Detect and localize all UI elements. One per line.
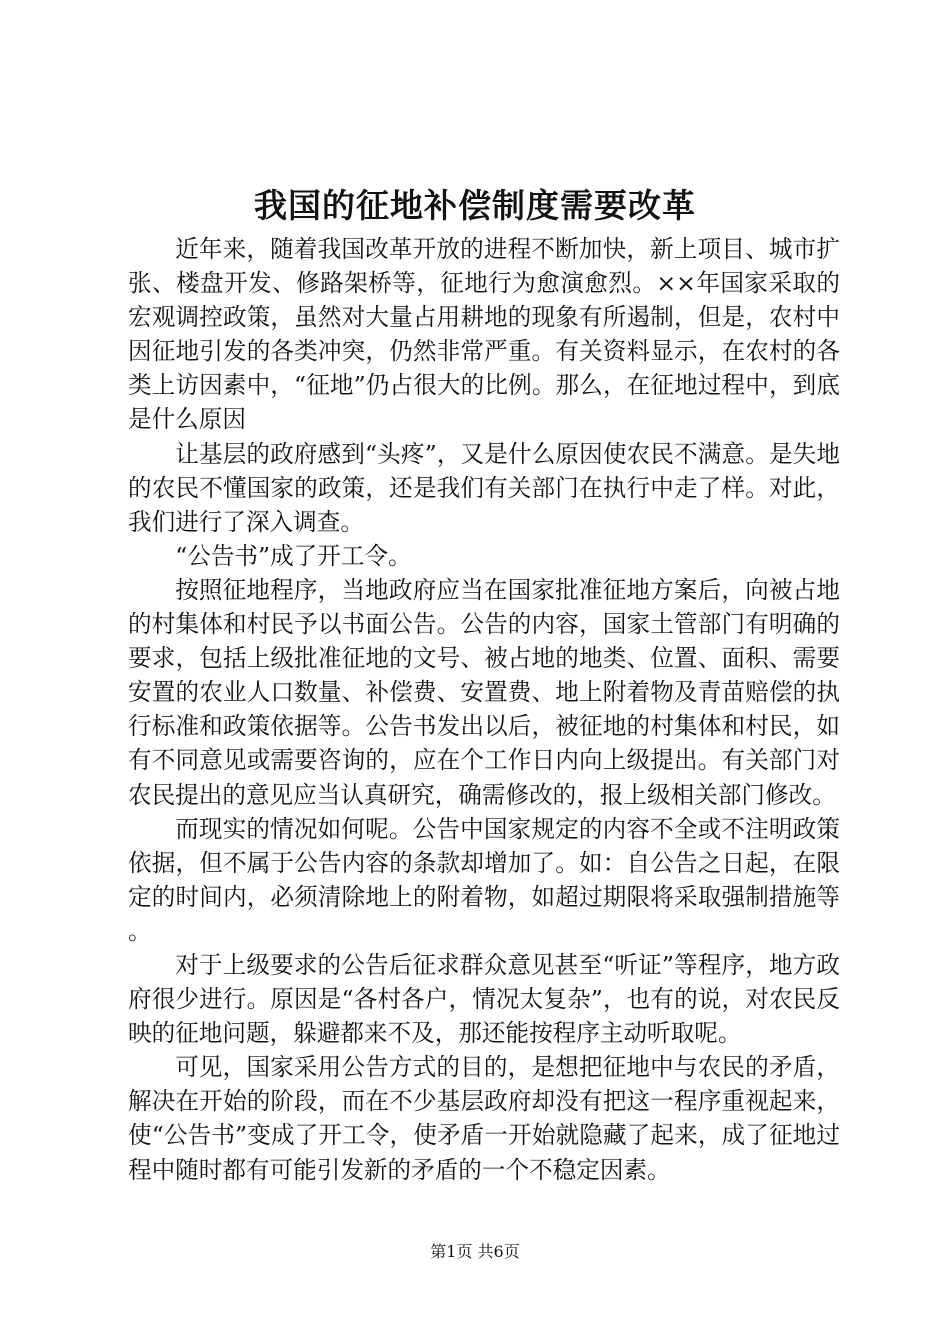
- paragraph: 让基层的政府感到“头疼”，又是什么原因使农民不满意。是失地的农民不懂国家的政策，还是我们有关部门在执行中走了样。对此，我们进行了深入调查。: [128, 439, 840, 536]
- paragraph: 近年来，随着我国改革开放的进程不断加快，新上项目、城市扩张、楼盘开发、修路架桥等，征地行为愈演愈烈。××年国家采取的宏观调控政策，虽然对大量占用耕地的现象有所遏制，但是，农村中因征地引发的各类冲突，仍然非常严重。有关资料显示，在农村的各类上访因素中，“征地”仍占很大的比例。那么，在征地过程中，到底是什么原因: [128, 235, 840, 434]
- document-body: [128, 232, 840, 1187]
- page-number-footer: 第1页 共6页: [430, 1242, 520, 1261]
- subheading-paragraph: “公告书”成了开工令。: [175, 541, 412, 570]
- page-title: 我国的征地补偿制度需要改革: [254, 186, 696, 225]
- paragraph: 可见，国家采用公告方式的目的，是想把征地中与农民的矛盾，解决在开始的阶段，而在不少基层政府却没有把这一程序重视起来，使“公告书”变成了开工令，使矛盾一开始就隐藏了起来，成了征地过程中随时都有可能引发新的矛盾的一个不稳定因素。: [128, 1053, 840, 1184]
- paragraph: 按照征地程序，当地政府应当在国家批准征地方案后，向被占地的村集体和村民予以书面公告。公告的内容，国家土管部门有明确的要求，包括上级批准征地的文号、被占地的地类、位置、面积、需要安置的农业人口数量、补偿费、安置费、地上附着物及青苗赔偿的执行标准和政策依据等。公告书发出以后，被征地的村集体和村民，如有不同意见或需要咨询的，应在个工作日内向上级提出。有关部门对农民提出的意见应当认真研究，确需修改的，报上级相关部门修改。: [128, 575, 840, 809]
- paragraph: 而现实的情况如何呢。公告中国家规定的内容不全或不注明政策依据，但不属于公告内容的条款却增加了。如：自公告之日起，在限定的时间内，必须清除地上的附着物，如超过期限将采取强制措施等。: [128, 814, 840, 945]
- paragraph: 对于上级要求的公告后征求群众意见甚至“听证”等程序，地方政府很少进行。原因是“各村各户，情况太复杂”，也有的说，对农民反映的征地问题，躲避都来不及，那还能按程序主动听取呢。: [128, 950, 840, 1048]
